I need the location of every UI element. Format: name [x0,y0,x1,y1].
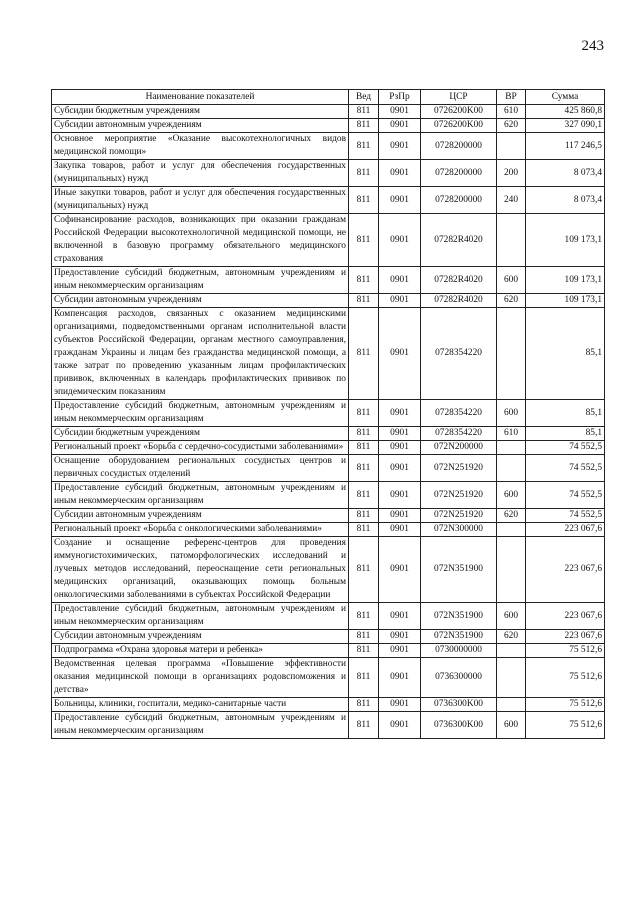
cell-vr: 600 [497,603,526,630]
cell-name: Региональный проект «Борьба с онкологическими заболеваниями» [52,523,349,537]
cell-vr [497,441,526,455]
cell-rzpr: 0901 [379,105,421,119]
table-row [52,455,605,482]
cell-name: Оснащение оборудованием региональных сосудистых центров и первичных сосудистых отделений [52,455,349,482]
cell-csr: 0728354220 [421,427,497,441]
cell-csr: 072N351900 [421,630,497,644]
cell-csr: 0728200000 [421,187,497,214]
cell-sum: 75 512,6 [526,698,605,712]
cell-sum: 74 552,5 [526,441,605,455]
cell-csr: 072N200000 [421,441,497,455]
cell-ved: 811 [349,712,379,739]
cell-rzpr: 0901 [379,712,421,739]
cell-name: Иные закупки товаров, работ и услуг для обеспечения государственных (муниципальных) нужд [52,187,349,214]
cell-vr: 610 [497,105,526,119]
cell-sum: 75 512,6 [526,644,605,658]
cell-vr: 620 [497,294,526,308]
cell-ved: 811 [349,400,379,427]
cell-vr [497,523,526,537]
cell-name: Региональный проект «Борьба с сердечно-сосудистыми заболеваниями» [52,441,349,455]
cell-name: Основное мероприятие «Оказание высокотехнологичных видов медицинской помощи» [52,133,349,160]
cell-rzpr: 0901 [379,644,421,658]
cell-csr: 0730000000 [421,644,497,658]
cell-rzpr: 0901 [379,267,421,294]
cell-name: Предоставление субсидий бюджетным, автономным учреждениям и иным некоммерческим организациям [52,712,349,739]
cell-ved: 811 [349,644,379,658]
cell-sum: 109 173,1 [526,214,605,267]
cell-vr: 240 [497,187,526,214]
cell-name: Создание и оснащение референс-центров для проведения иммуногистохимических, патоморфологических исследований и лучевых методов исследований, переоснащение сети региональных медицинских организаций, оказывающих помощь больным онкологическими заболеваниями в субъектах Российской Федерации [52,537,349,603]
cell-ved: 811 [349,509,379,523]
cell-vr [497,644,526,658]
cell-rzpr: 0901 [379,482,421,509]
cell-ved: 811 [349,455,379,482]
cell-csr: 0736300000 [421,658,497,698]
cell-sum: 85,1 [526,308,605,400]
cell-vr: 200 [497,160,526,187]
table-row [52,214,605,267]
table-row [52,294,605,308]
cell-rzpr: 0901 [379,160,421,187]
cell-rzpr: 0901 [379,187,421,214]
cell-name: Подпрограмма «Охрана здоровья матери и ребенка» [52,644,349,658]
cell-name: Субсидии автономным учреждениям [52,294,349,308]
cell-csr: 0726200K00 [421,119,497,133]
cell-rzpr: 0901 [379,455,421,482]
cell-rzpr: 0901 [379,308,421,400]
header-csr: ЦСР [421,90,497,105]
cell-csr: 0736300K00 [421,712,497,739]
cell-csr: 0728354220 [421,400,497,427]
table-row [52,712,605,739]
cell-vr [497,698,526,712]
table-row [52,119,605,133]
cell-ved: 811 [349,267,379,294]
cell-sum: 8 073,4 [526,160,605,187]
cell-ved: 811 [349,441,379,455]
cell-name: Предоставление субсидий бюджетным, автономным учреждениям и иным некоммерческим организациям [52,400,349,427]
cell-name: Субсидии автономным учреждениям [52,630,349,644]
cell-sum: 327 090,1 [526,119,605,133]
cell-rzpr: 0901 [379,427,421,441]
cell-ved: 811 [349,308,379,400]
cell-sum: 74 552,5 [526,509,605,523]
budget-table [51,89,605,739]
cell-ved: 811 [349,187,379,214]
cell-rzpr: 0901 [379,441,421,455]
cell-csr: 07282R4020 [421,267,497,294]
header-sum: Сумма [526,90,605,105]
cell-vr: 600 [497,400,526,427]
cell-vr: 620 [497,509,526,523]
table-row [52,441,605,455]
cell-ved: 811 [349,603,379,630]
cell-csr: 0726200K00 [421,105,497,119]
table-row [52,482,605,509]
table-row [52,644,605,658]
cell-sum: 223 067,6 [526,630,605,644]
cell-vr: 600 [497,267,526,294]
cell-rzpr: 0901 [379,630,421,644]
cell-csr: 072N300000 [421,523,497,537]
table-row [52,523,605,537]
cell-sum: 85,1 [526,427,605,441]
cell-sum: 425 860,8 [526,105,605,119]
cell-name: Субсидии бюджетным учреждениям [52,105,349,119]
table-row [52,603,605,630]
cell-name: Больницы, клиники, госпитали, медико-санитарные части [52,698,349,712]
header-ved: Вед [349,90,379,105]
cell-name: Закупка товаров, работ и услуг для обеспечения государственных (муниципальных) нужд [52,160,349,187]
cell-ved: 811 [349,133,379,160]
cell-vr [497,537,526,603]
cell-csr: 072N251920 [421,509,497,523]
cell-vr [497,455,526,482]
cell-name: Предоставление субсидий бюджетным, автономным учреждениям и иным некоммерческим организациям [52,603,349,630]
cell-name: Предоставление субсидий бюджетным, автономным учреждениям и иным некоммерческим организациям [52,482,349,509]
page-number: 243 [581,38,604,54]
cell-name: Предоставление субсидий бюджетным, автономным учреждениям и иным некоммерческим организациям [52,267,349,294]
cell-vr: 620 [497,630,526,644]
table-row [52,105,605,119]
table-row [52,427,605,441]
cell-ved: 811 [349,523,379,537]
cell-csr: 072N351900 [421,603,497,630]
cell-csr: 0728200000 [421,133,497,160]
cell-csr: 072N251920 [421,455,497,482]
cell-ved: 811 [349,658,379,698]
cell-csr: 072N251920 [421,482,497,509]
cell-csr: 07282R4020 [421,214,497,267]
cell-rzpr: 0901 [379,133,421,160]
table-row [52,537,605,603]
cell-name: Софинансирование расходов, возникающих при оказании гражданам Российской Федерации высокотехнологичной медицинской помощи, не включенной в базовую программу обязательного медицинского страхования [52,214,349,267]
cell-rzpr: 0901 [379,119,421,133]
cell-csr: 07282R4020 [421,294,497,308]
cell-csr: 0728200000 [421,160,497,187]
cell-ved: 811 [349,160,379,187]
cell-vr: 620 [497,119,526,133]
cell-sum: 117 246,5 [526,133,605,160]
table-row [52,509,605,523]
cell-ved: 811 [349,427,379,441]
cell-sum: 74 552,5 [526,482,605,509]
cell-sum: 223 067,6 [526,523,605,537]
cell-name: Ведомственная целевая программа «Повышение эффективности оказания медицинской помощи в организациях родовспоможения и детства» [52,658,349,698]
cell-sum: 74 552,5 [526,455,605,482]
cell-rzpr: 0901 [379,523,421,537]
cell-name: Субсидии бюджетным учреждениям [52,427,349,441]
cell-vr [497,658,526,698]
cell-name: Субсидии автономным учреждениям [52,509,349,523]
cell-csr: 072N351900 [421,537,497,603]
cell-name: Субсидии автономным учреждениям [52,119,349,133]
cell-rzpr: 0901 [379,214,421,267]
table-row [52,400,605,427]
cell-name: Компенсация расходов, связанных с оказанием медицинскими организациями, подведомственными органам исполнительной власти субъектов Российской Федерации, органам местного самоуправления, гражданам Украины и лицам без гражданства медицинской помощи, а также затрат по проведению указанным лицам профилактических прививок, включенных в календарь профилактических прививок по эпидемическим показаниям [52,308,349,400]
cell-ved: 811 [349,294,379,308]
cell-vr: 600 [497,482,526,509]
cell-ved: 811 [349,537,379,603]
cell-vr: 600 [497,712,526,739]
table-row [52,133,605,160]
cell-sum: 223 067,6 [526,603,605,630]
cell-sum: 85,1 [526,400,605,427]
header-rzpr: РзПр [379,90,421,105]
cell-rzpr: 0901 [379,509,421,523]
table-row [52,187,605,214]
cell-vr [497,133,526,160]
cell-rzpr: 0901 [379,658,421,698]
header-name: Наименование показателей [52,90,349,105]
table-row [52,308,605,400]
cell-rzpr: 0901 [379,537,421,603]
table-row [52,658,605,698]
cell-rzpr: 0901 [379,400,421,427]
cell-csr: 0728354220 [421,308,497,400]
cell-sum: 109 173,1 [526,294,605,308]
cell-ved: 811 [349,105,379,119]
cell-vr [497,308,526,400]
cell-rzpr: 0901 [379,603,421,630]
cell-ved: 811 [349,630,379,644]
cell-vr: 610 [497,427,526,441]
header-vr: ВР [497,90,526,105]
cell-rzpr: 0901 [379,294,421,308]
table-row [52,630,605,644]
cell-ved: 811 [349,698,379,712]
table-row [52,160,605,187]
cell-ved: 811 [349,482,379,509]
cell-sum: 223 067,6 [526,537,605,603]
cell-sum: 75 512,6 [526,658,605,698]
table-row [52,698,605,712]
cell-csr: 0736300K00 [421,698,497,712]
cell-ved: 811 [349,214,379,267]
cell-rzpr: 0901 [379,698,421,712]
cell-ved: 811 [349,119,379,133]
table-header-row [52,90,605,105]
cell-vr [497,214,526,267]
table-row [52,267,605,294]
cell-sum: 75 512,6 [526,712,605,739]
cell-sum: 109 173,1 [526,267,605,294]
cell-sum: 8 073,4 [526,187,605,214]
